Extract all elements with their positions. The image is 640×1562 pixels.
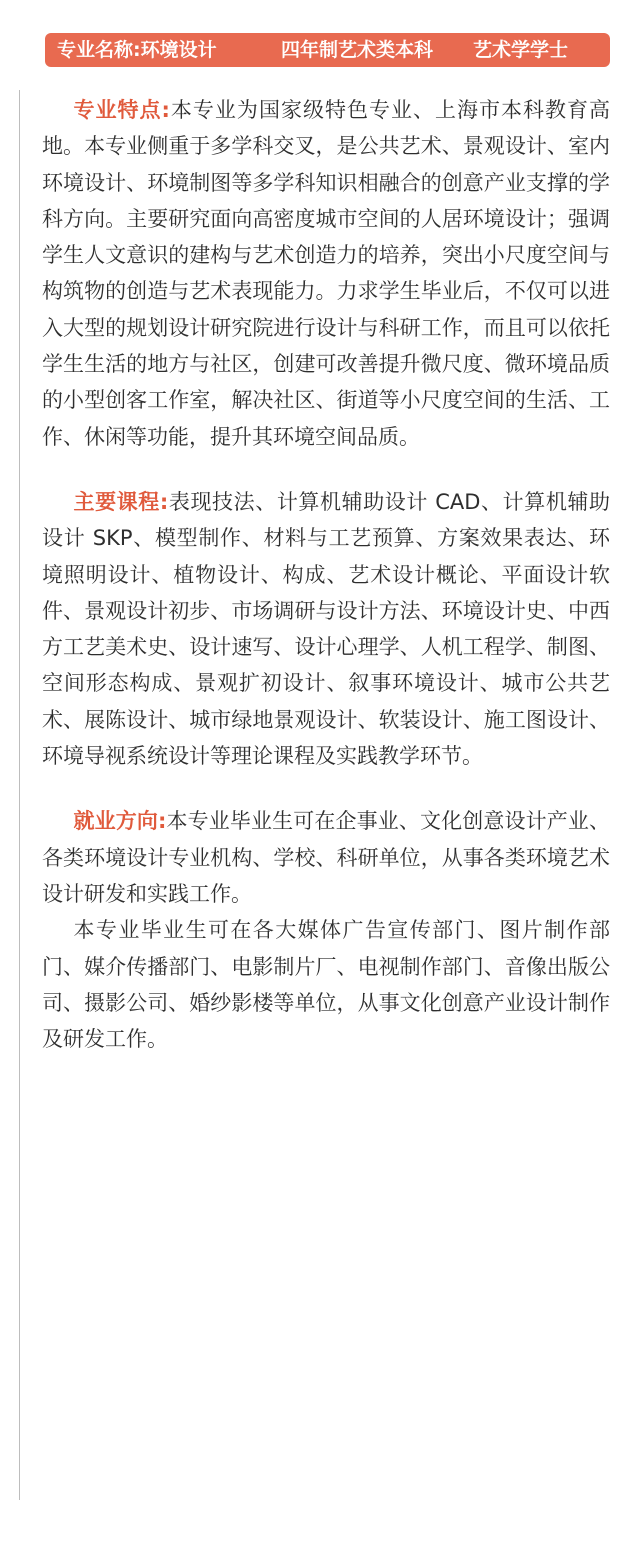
employment-label: 就业方向: [73,809,167,834]
major-header-banner [45,33,610,67]
features-paragraph [42,92,610,455]
courses-text: 表现技法、计算机辅助设计 CAD、计算机辅助设计 SKP、模型制作、材料与工艺预算、方案效果表达、环境照明设计、植物设计、构成、艺术设计概论、平面设计软件、景观设计初步、市场调研与设计方法、环境设计史、中西方工艺美术史、设计速写、设计心理学、人机工程学、制图、空间形态构成、景观扩初设计、叙事环境设计、城市公共艺术、展陈设计、城市绿地景观设计、软装设计、施工图设计、环境导视系统设计等理论课程及实践教学环节。 [42,489,611,769]
degree-type: 艺术学学士 [473,39,569,61]
employment-paragraph-2: 本专业毕业生可在各大媒体广告宣传部门、图片制作部门、媒介传播部门、电影制片厂、电视制作部门、音像出版公司、摄影公司、婚纱影楼等单位，从事文化创意产业设计制作及研发工作。 [42,918,610,1052]
employment-text: 本专业毕业生可在企事业、文化创意设计产业、各类环境设计专业机构、学校、科研单位，从事各类环境艺术设计研发和实践工作。 [42,809,611,906]
major-description [42,92,610,1057]
features-label: 专业特点: [73,98,170,122]
employment-paragraph [42,803,610,912]
features-text: 本专业为国家级特色专业、上海市本科教育高地。本专业侧重于多学科交叉，是公共艺术、景观设计、室内环境设计、环境制图等多学科知识相融合的创意产业支撑的学科方向。主要研究面向高密度城市空间的人居环境设计；强调学生人文意识的建构与艺术创造力的培养，突出小尺度空间与构筑物的创造与艺术表现能力。力求学生毕业后，不仅可以进入大型的规划设计研究院进行设计与科研工作，而且可以依托学生生活的地方与社区，创建可改善提升微尺度、微环境品质的小型创客工作室，解决社区、街道等小尺度空间的生活、工作、休闲等功能，提升其环境空间品质。 [42,98,610,449]
courses-paragraph [42,484,610,774]
courses-label: 主要课程: [73,489,169,514]
program-duration: 四年制艺术类本科 [281,39,434,61]
left-divider-line [19,90,20,1500]
major-name: 专业名称:环境设计 [57,39,217,61]
